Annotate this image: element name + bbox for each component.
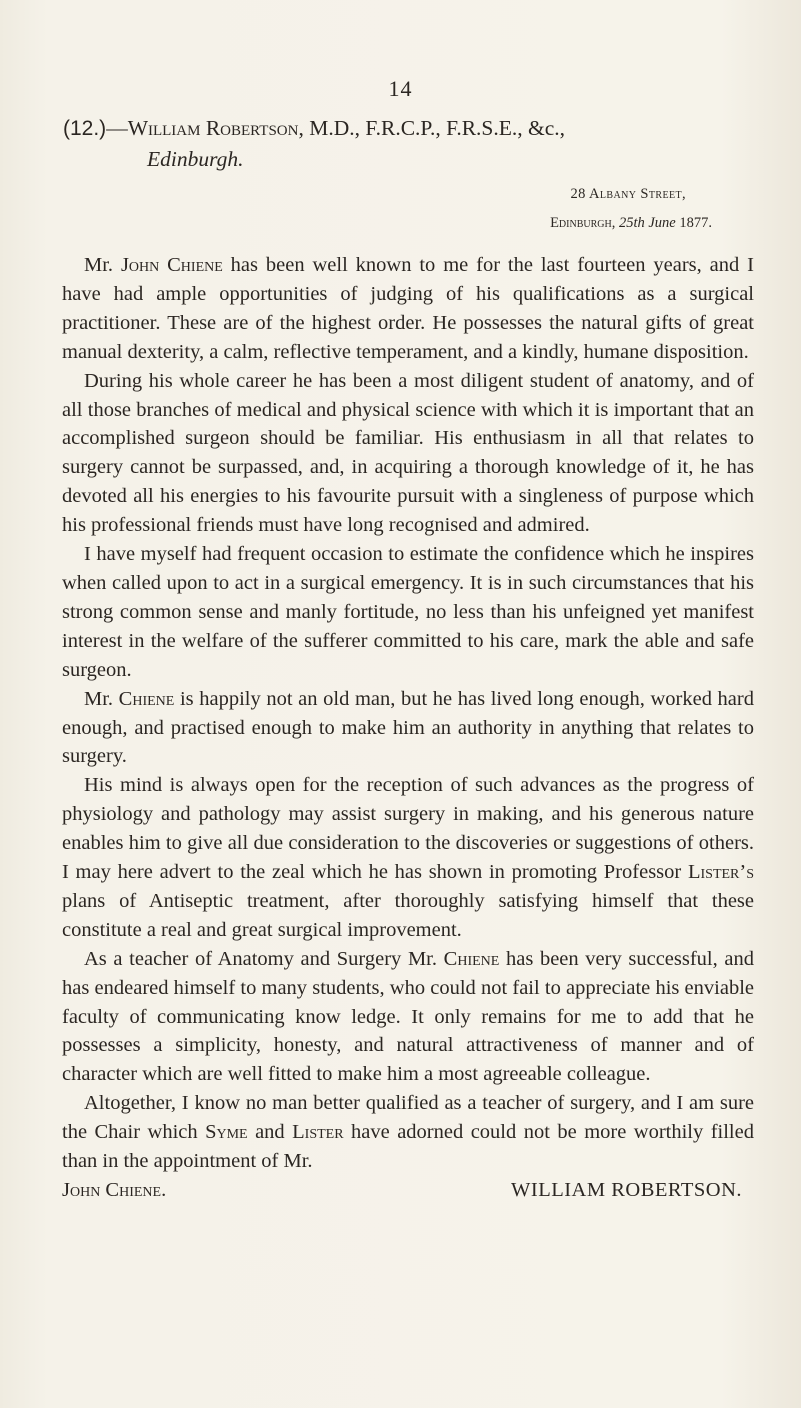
text-run: His mind is always open for the reception of such advances as the progress of physiology and pathology may assist surgery in making, and his generous nature enables him to give all due consideration to the discoveries or suggestions of others. I may here advert to the zeal which he has shown in promoting Professor	[62, 774, 754, 884]
paragraph	[62, 771, 754, 944]
person-name: John Chiene.	[62, 1179, 167, 1201]
text-run: has been very successful, and has endeared himself to many students, who could not fail to appreciate his enviable faculty of communicating know ledge. It only remains for me to add that he possesses a simplicity, honesty, and natural attractiveness of manner and of character which are well fitted to make him a most agreeable colleague.	[62, 947, 754, 1086]
address-city: Edinburgh,	[550, 215, 616, 231]
text-run: plans of Antiseptic treatment, after thoroughly satisfying himself that these constitute a real and great surgical improvement.	[62, 889, 754, 941]
testimonial-number: (12.)	[63, 117, 107, 140]
testimonial-heading	[63, 113, 753, 174]
paragraph: I have myself had frequent occasion to estimate the confidence which he inspires when called upon to act in a surgical emergency. It is in such circumstances that his strong common sense and manly fortitude, no less than his unfeigned yet manifest interest in the welfare of the sufferer committed to his care, mark the able and safe surgeon.	[62, 543, 754, 681]
paragraph	[62, 685, 754, 772]
author-name: William Robertson	[127, 116, 299, 140]
paragraph: During his whole career he has been a most diligent student of anatomy, and of all those branches of medical and physical science with which it is important that an accomplished surgeon should be familiar. His enthusiasm in all that relates to surgery cannot be surpassed, and, in acquiring a thorough knowledge of it, he has devoted all his energies to his favourite pursuit with a singleness of purpose which his professional friends must have long recognised and admired.	[62, 369, 754, 537]
paragraph	[62, 1089, 754, 1176]
paragraph	[62, 945, 754, 1090]
text-run: is happily not an old man, but he has lived long enough, worked hard enough, and practised enough to make him an authority in anything that relates to surgery.	[62, 687, 754, 768]
person-name: Chiene	[443, 947, 500, 970]
letter-address	[0, 180, 712, 238]
text-run: Mr.	[84, 687, 119, 710]
person-name: John Chiene	[120, 254, 223, 276]
text-run: and	[247, 1121, 293, 1144]
text-run: have adorned could not be more worthily filled than in the appointment of Mr.	[62, 1121, 754, 1173]
letter-year: 1877.	[679, 215, 712, 231]
address-street: 28 Albany Street,	[570, 186, 686, 202]
text-run: As a teacher of Anatomy and Surgery Mr.	[84, 947, 444, 970]
text-run: Mr.	[84, 254, 121, 276]
text-run: has been well known to me for the last fourteen years, and I have had ample opportunities of judging of his qualifications as a surgical practitioner. These are of the highest order. He possesses the natural gifts of great manual dexterity, a calm, reflective temperament, and a kindly, humane disposition.	[62, 254, 754, 363]
letter-body	[62, 251, 754, 1205]
author-city: Edinburgh.	[147, 147, 244, 171]
address-date-line	[0, 209, 712, 238]
closing-line	[62, 1176, 754, 1205]
person-name: Syme	[205, 1121, 248, 1144]
page-number: 14	[388, 76, 413, 101]
person-name: Chiene	[118, 687, 175, 710]
person-name: Lister’s	[687, 861, 754, 884]
author-credentials: , M.D., F.R.C.P., F.R.S.E., &c.,	[298, 116, 566, 140]
letter-date: 25th June	[618, 215, 676, 231]
heading-dash: —	[106, 116, 128, 140]
paragraph	[62, 251, 754, 367]
person-name: Lister	[292, 1121, 344, 1144]
text-run: Altogether, I know no man better qualified as a teacher of surgery, and I am sure the Chair which	[62, 1092, 754, 1144]
signature: WILLIAM ROBERTSON.	[511, 1179, 742, 1201]
